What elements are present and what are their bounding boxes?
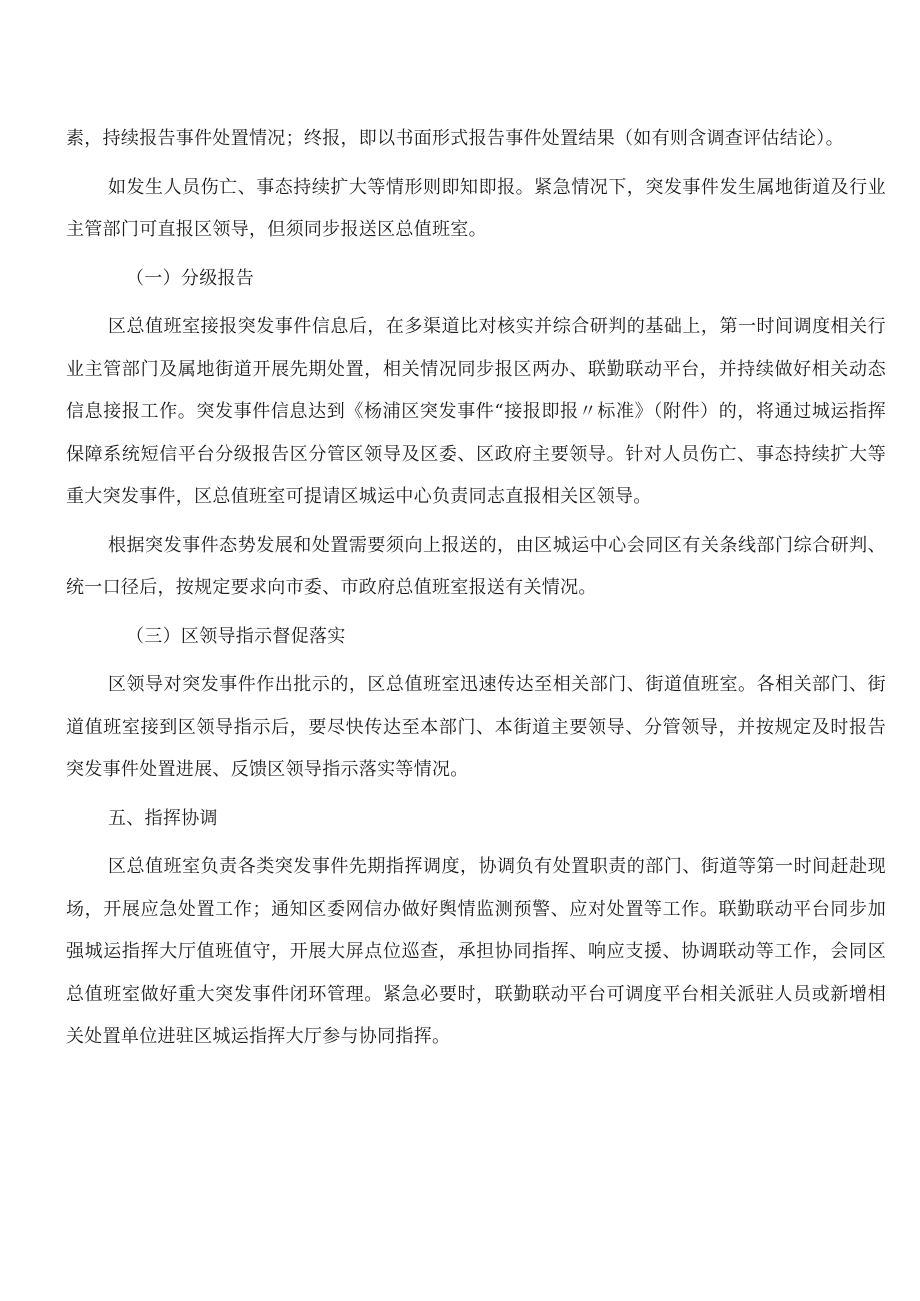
paragraph-tiered-report: 区总值班室接报突发事件信息后，在多渠道比对核实并综合研判的基础上，第一时间调度相关行业主管部门及属地街道开展先期处置，相关情况同步报区两办、联勤联动平台，并持续做好相关动态信息接报工作。突发事件信息达到《杨浦区突发事件“接报即报〃标准》（附件）的，将通过城运指挥保障系统短信平台分级报告区分管区领导及区委、区政府主要领导。针对人员伤亡、事态持续扩大等重大突发事件，区总值班室可提请区城运中心负责同志直报相关区领导。 — [66, 316, 886, 507]
section-heading-tiered-report: （一）分级报告 — [126, 267, 255, 289]
paragraph-leader-instructions: 区领导对突发事件作出批示的，区总值班室迅速传达至相关部门、街道值班室。各相关部门、街道值班室接到区领导指示后，要尽快传达至本部门、本街道主要领导、分管领导，并按规定及时报告突发事件处置进展、反馈区领导指示落实等情况。 — [66, 674, 886, 780]
document-page — [66, 118, 886, 1065]
section-heading-command-coordination: 五、指挥协调 — [108, 807, 218, 829]
paragraph-immediate-report: 如发生人员伤亡、事态持续扩大等情形则即知即报。紧急情况下，突发事件发生属地街道及行业主管部门可直报区领导，但须同步报送区总值班室。 — [66, 176, 886, 240]
paragraph-upward-report: 根据突发事件态势发展和处置需要须向上报送的，由区城运中心会同区有关条线部门综合研判、统一口径后，按规定要求向市委、市政府总值班室报送有关情况。 — [66, 534, 886, 598]
paragraph-report-continuation: 素，持续报告事件处置情况；终报，即以书面形式报告事件处置结果（如有则含调查评估结论）。 — [66, 128, 844, 149]
paragraph-command-coordination: 区总值班室负责各类突发事件先期指挥调度，协调负有处置职责的部门、街道等第一时间赶赴现场，开展应急处置工作；通知区委网信办做好舆情监测预警、应对处置等工作。联勤联动平台同步加强城运指挥大厅值班值守，开展大屏点位巡查，承担协同指挥、响应支援、协调联动等工作，会同区总值班室做好重大突发事件闭环管理。紧急必要时，联勤联动平台可调度平台相关派驻人员或新增相关处置单位进驻区城运指挥大厅参与协同指挥。 — [66, 856, 886, 1047]
section-heading-leader-instructions: （三）区领导指示督促落实 — [126, 625, 346, 647]
